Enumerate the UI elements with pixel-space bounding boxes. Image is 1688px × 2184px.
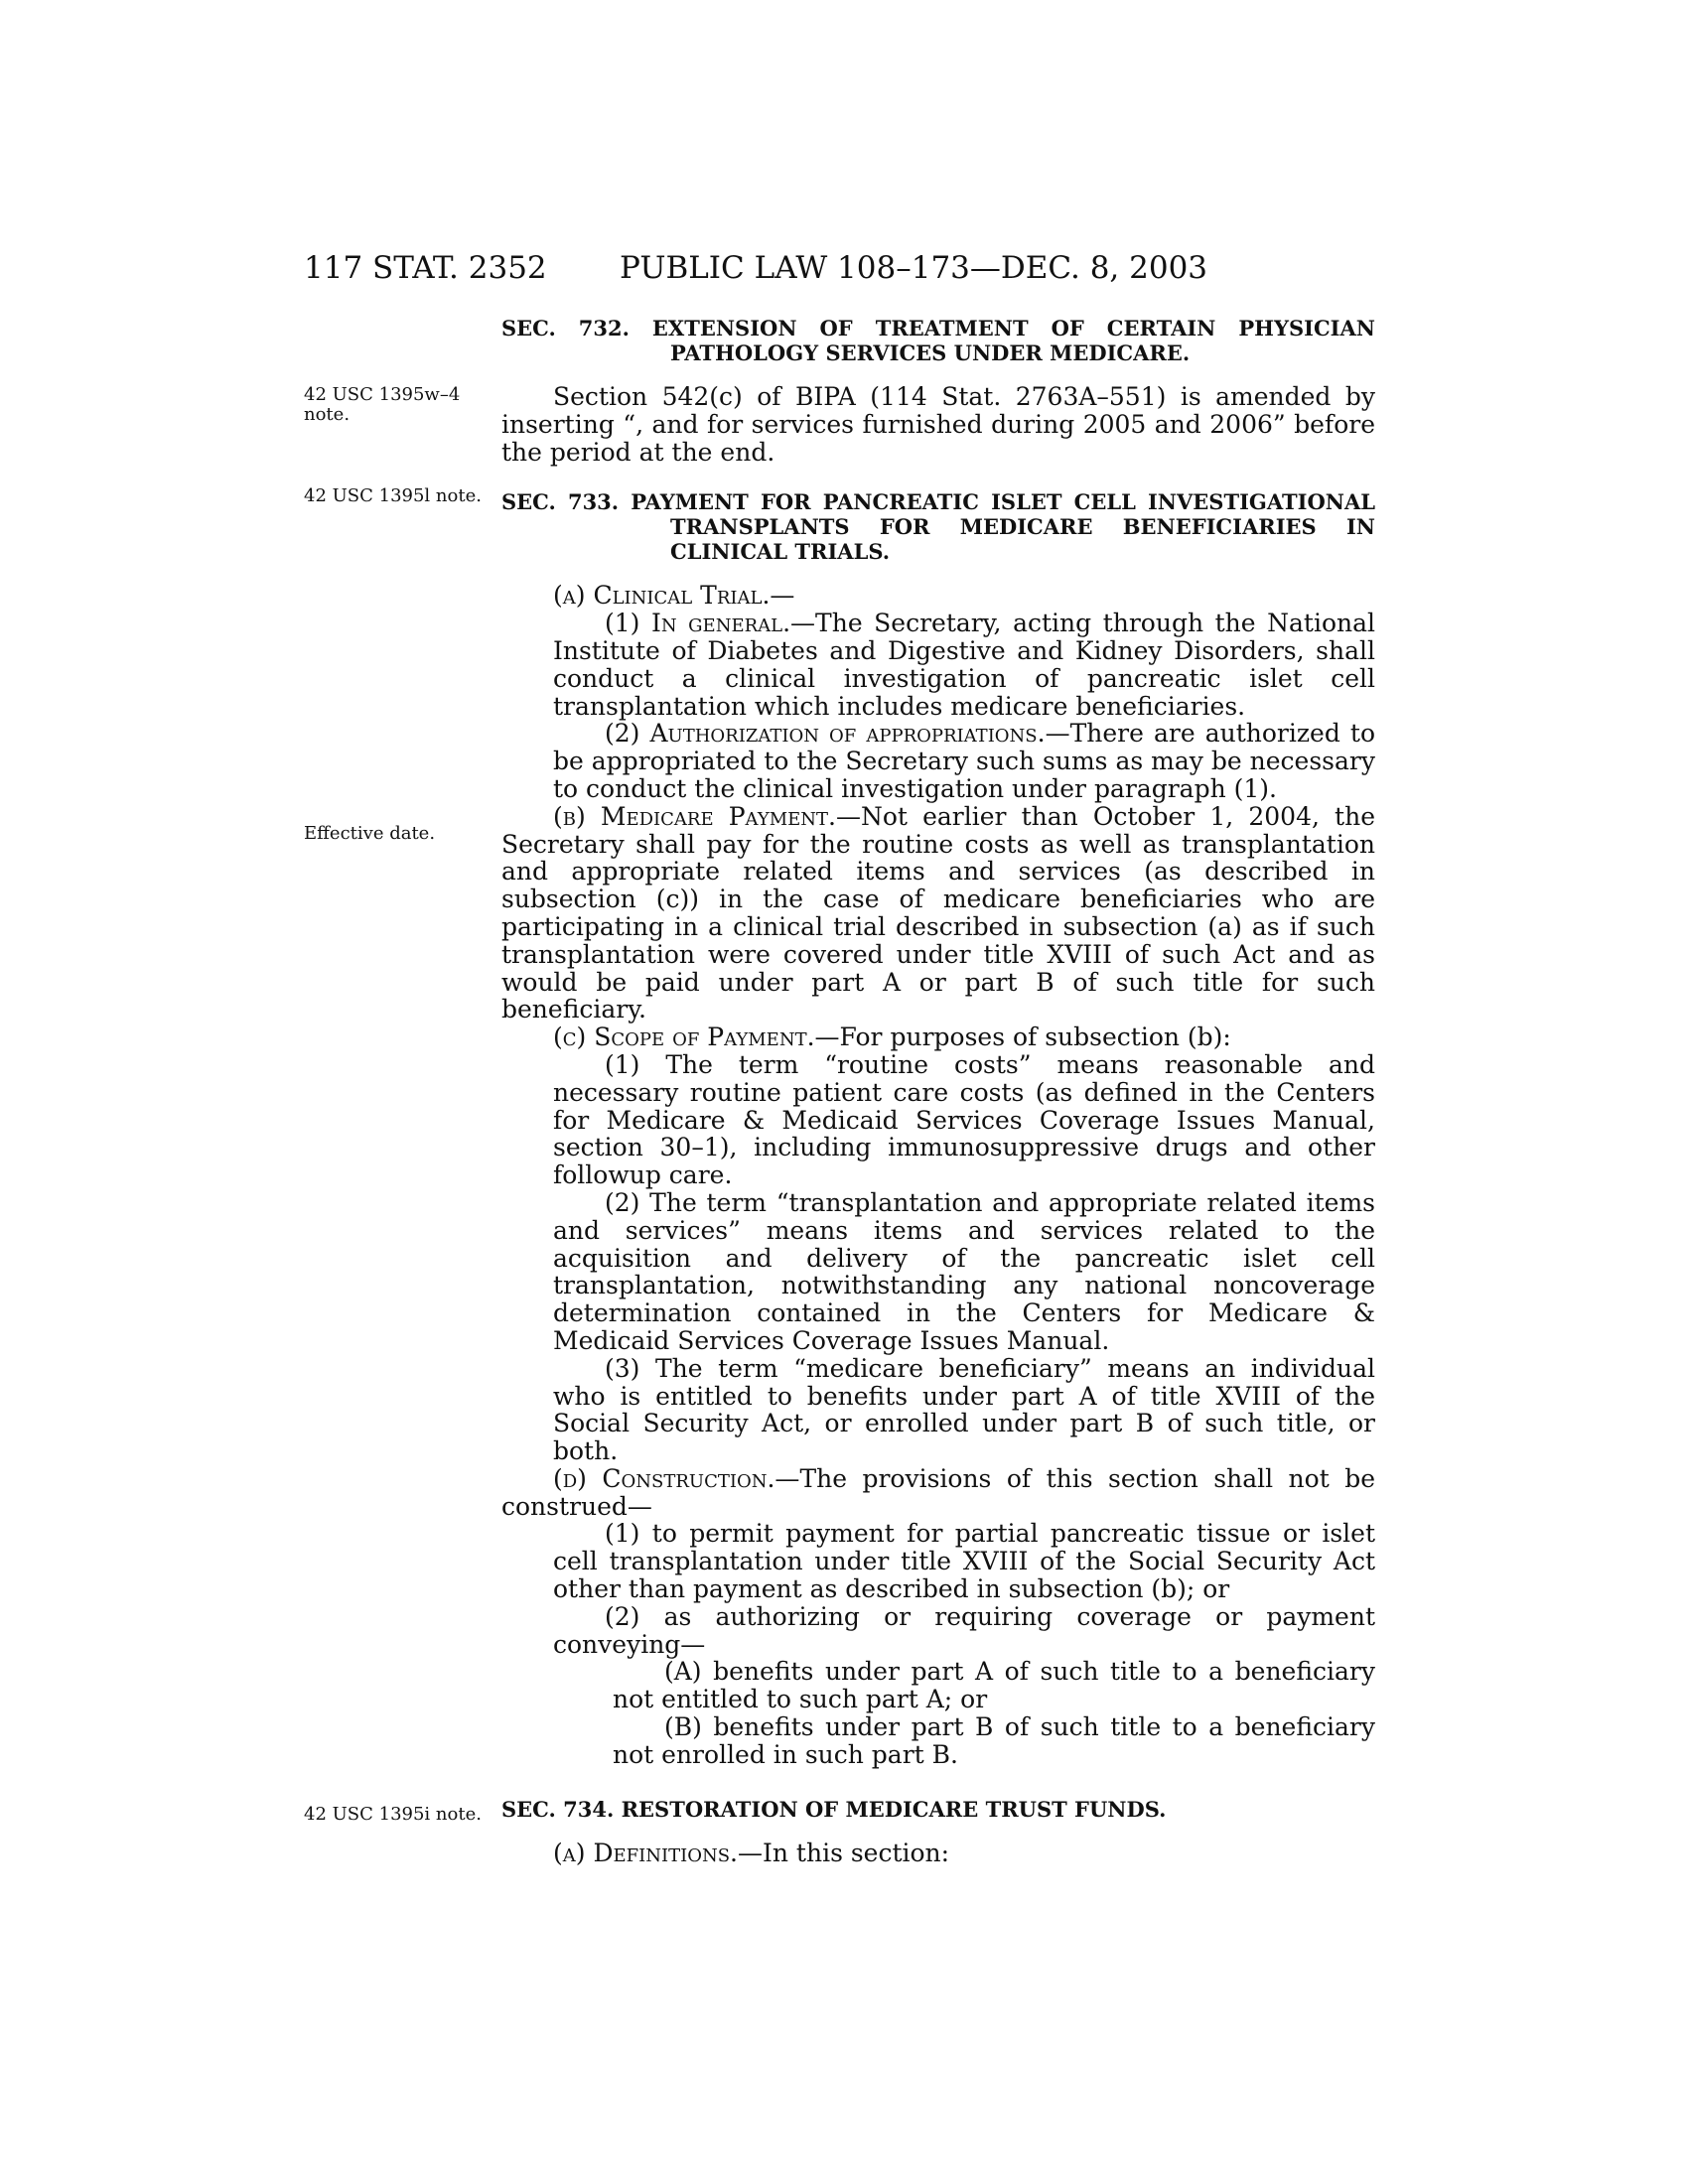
section-732-text: Section 542(c) of BIPA (114 Stat. 2763A–551) is amended by inserting “, and for services furnished during 2005 and 2006” before the period at the end. xyxy=(501,382,1375,467)
section-734-heading: SEC. 734. RESTORATION OF MEDICARE TRUST FUNDS. xyxy=(501,1796,1167,1822)
section-733-heading: SEC. 733. PAYMENT FOR PANCREATIC ISLET CELL INVESTIGATIONAL TRANSPLANTS FOR MEDICARE BENEFICIARIES IN CLINICAL TRIALS. xyxy=(501,489,1375,565)
margin-note-734: 42 USC 1395i note. xyxy=(304,1804,482,1825)
public-law-title: PUBLIC LAW 108–173—DEC. 8, 2003 xyxy=(620,250,1208,286)
paragraph-a2 xyxy=(553,720,1375,802)
statute-page: 117 STAT. 2352 xyxy=(304,250,547,286)
subsection-a-heading xyxy=(501,582,1375,610)
running-header xyxy=(304,250,1376,290)
paragraph-c3: (3) The term “medicare beneficiary” means an individual who is entitled to benefits under part A of title XVIII of the Social Security Act, or enrolled under part B of such title, or both. xyxy=(553,1353,1375,1466)
margin-note-effective-date: Effective date. xyxy=(304,823,436,844)
paragraph-a2-label: (2) Authorization of appropriations.— xyxy=(605,719,1070,749)
section-734-a-text: In this section: xyxy=(763,1838,950,1867)
paragraph-a2-text: There are authorized to be appropriated to the Secretary such sums as may be necessary to conduct the clinical investigation under paragraph (1). xyxy=(553,719,1375,803)
subsection-c xyxy=(501,1024,1375,1051)
subsection-b xyxy=(501,803,1375,1024)
margin-note-732: 42 USC 1395w–4 note. xyxy=(304,384,461,425)
subparagraph-dB: (B) benefits under part B of such title to a beneficiary not enrolled in such part B. xyxy=(613,1712,1375,1769)
paragraph-c1: (1) The term “routine costs” means reasonable and necessary routine patient care costs (as defined in the Centers for Medicare & Medicaid Services Coverage Issues Manual, section 30–1), including immunosuppressive drugs and other followup care. xyxy=(553,1049,1375,1190)
paragraph-a1 xyxy=(553,610,1375,720)
paragraph-a1-text: The Secretary, acting through the National Institute of Diabetes and Digestive and Kidney Disorders, shall conduct a clinical investigation of pancreatic islet cell transplantation which includes medicare beneficiaries. xyxy=(553,609,1375,721)
section-734-subsection-a xyxy=(501,1840,1375,1867)
document-body xyxy=(501,316,1375,1866)
subsection-a-label: (a) Clinical Trial.— xyxy=(553,581,795,611)
subsection-c-text: For purposes of subsection (b): xyxy=(839,1023,1231,1052)
paragraph-d1: (1) to permit payment for partial pancreatic tissue or islet cell transplantation under title XVIII of the Social Security Act other than payment as described in subsection (b); or xyxy=(553,1519,1375,1604)
section-732-heading: SEC. 732. EXTENSION OF TREATMENT OF CERTAIN PHYSICIAN PATHOLOGY SERVICES UNDER MEDICARE. xyxy=(501,316,1375,365)
paragraph-c2: (2) The term “transplantation and appropriate related items and services” means items and services related to the acquisition and delivery of the pancreatic islet cell transplantation, notwithstanding any national noncoverage determination contained in the Centers for Medicare & Medicaid Services Coverage Issues Manual. xyxy=(553,1187,1375,1355)
paragraph-a1-label: (1) In general.— xyxy=(605,609,816,638)
subparagraph-dA: (A) benefits under part A of such title to a beneficiary not entitled to such part A; or xyxy=(613,1657,1375,1714)
subsection-d-text: The provisions of this section shall not be construed— xyxy=(501,1463,1375,1521)
margin-note-733: 42 USC 1395l note. xyxy=(304,485,482,506)
section-734-a-label: (a) Definitions.— xyxy=(553,1838,763,1867)
subsection-d xyxy=(501,1465,1375,1521)
paragraph-d2: (2) as authorizing or requiring coverage or payment conveying— xyxy=(553,1601,1375,1659)
subsection-b-text: Not earlier than October 1, 2004, the Secretary shall pay for the routine costs as well as transplantation and appropriate related items and services (as described in subsection (c)) in the case of medicare beneficiaries who are participating in a clinical trial described in subsection (a) as if such transplantation were covered under title XVIII of such Act and as would be paid under part A or part B of such title for such beneficiary. xyxy=(501,801,1376,1024)
subsection-b-label: (b) Medicare Payment.— xyxy=(553,801,861,831)
subsection-d-label: (d) Construction.— xyxy=(553,1463,800,1493)
subsection-c-label: (c) Scope of Payment.— xyxy=(553,1023,840,1052)
